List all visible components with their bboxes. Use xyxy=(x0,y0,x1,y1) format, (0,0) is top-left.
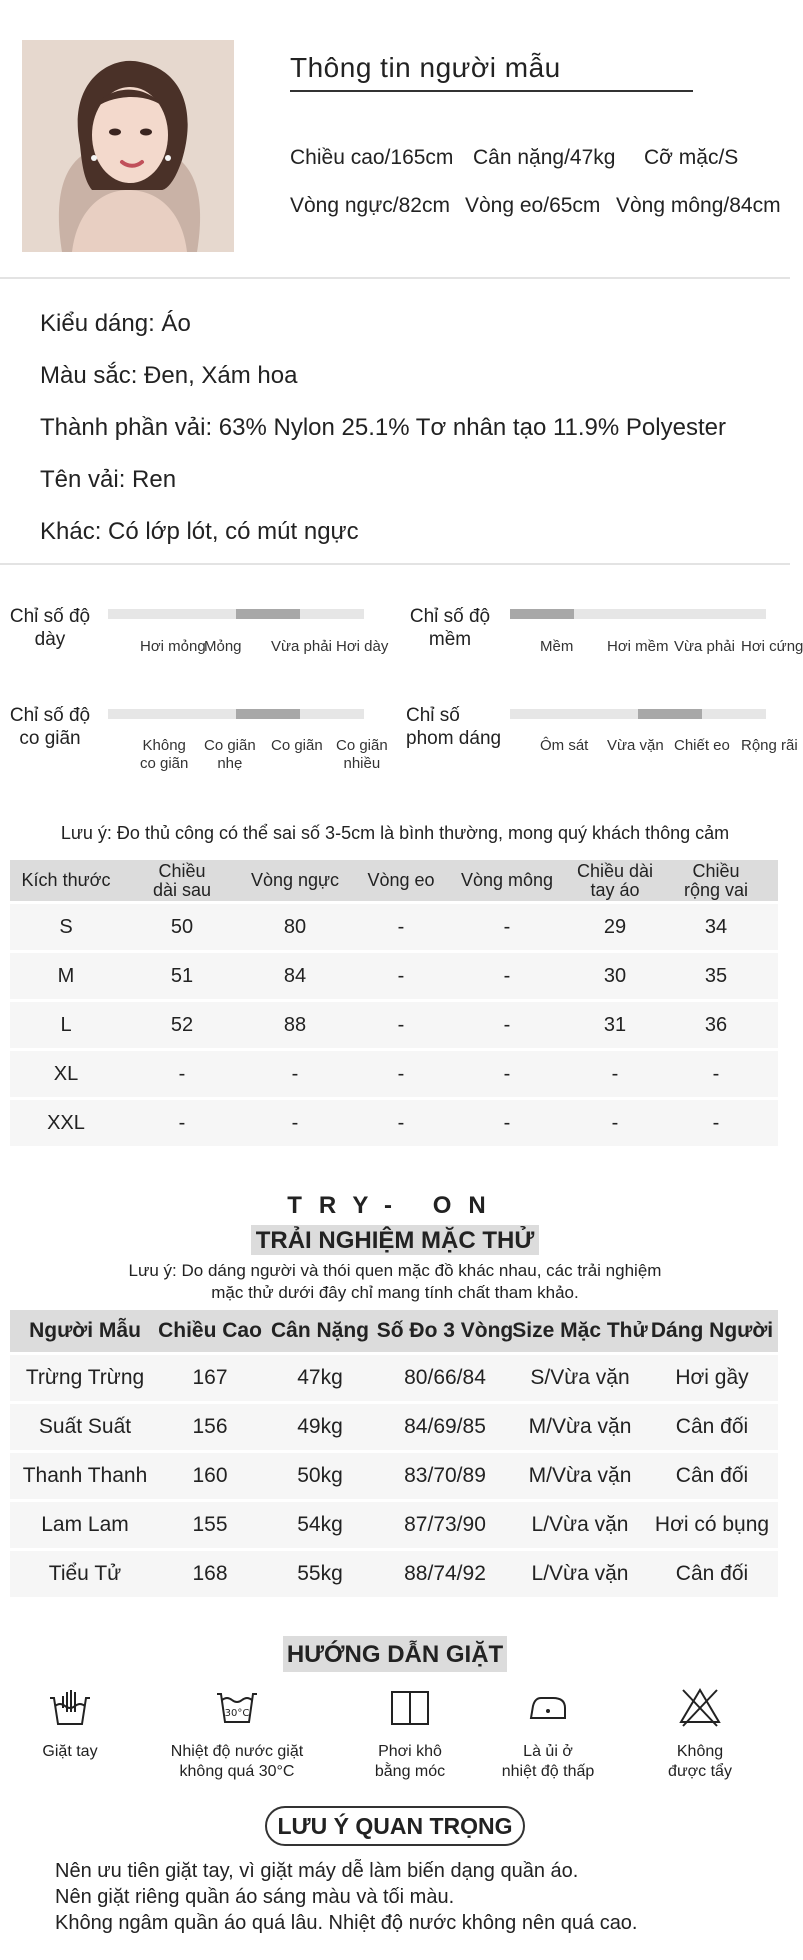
tryon-table-row xyxy=(10,1551,778,1597)
size-table-cell: - xyxy=(397,965,405,987)
tryon-table-cell: 88/74/92 xyxy=(404,1562,486,1585)
tryon-header-cell: Chiều Cao xyxy=(158,1319,262,1342)
product-composition: Thành phần vải: 63% Nylon 25.1% Tơ nhân tạo 11.9% Polyester xyxy=(40,414,726,441)
model-height: Chiều cao/165cm xyxy=(290,146,454,169)
label-line: Chỉ số độ xyxy=(409,606,491,627)
note-line: mặc thử dưới đây chỉ mang tính chất tham khảo. xyxy=(211,1283,579,1302)
tryon-note xyxy=(0,1260,790,1304)
model-photo xyxy=(22,40,234,252)
hand-wash-icon xyxy=(45,1682,95,1732)
tryon-table-header xyxy=(10,1310,778,1352)
fit-option: Rộng rãi xyxy=(741,737,798,754)
label-line: co giãn xyxy=(19,728,81,749)
label-line: không quá 30°C xyxy=(179,1763,295,1780)
header-line: Vòng mông xyxy=(460,870,554,890)
label-line: Là ủi ở xyxy=(523,1743,573,1760)
size-table-cell: 34 xyxy=(704,916,728,938)
option-line: Co giãn xyxy=(271,737,323,754)
option-line: nhẹ xyxy=(217,755,243,772)
size-table-header xyxy=(10,860,778,901)
size-table-cell: 29 xyxy=(603,916,627,938)
tryon-table-row xyxy=(10,1453,778,1499)
tryon-table-cell: L/Vừa vặn xyxy=(531,1562,629,1585)
tryon-table-cell: 160 xyxy=(192,1464,228,1487)
label-line: mềm xyxy=(428,629,472,650)
tryon-heading: TRY- ON xyxy=(287,1192,503,1219)
tryon-table-cell: 47kg xyxy=(297,1366,343,1389)
size-table-cell: 35 xyxy=(704,965,728,987)
tryon-table-cell: Lam Lam xyxy=(41,1513,129,1536)
label-line: Nhiệt độ nước giặt xyxy=(170,1743,304,1760)
label-line: Chỉ số độ xyxy=(9,705,91,726)
size-table-row xyxy=(10,1002,778,1048)
tryon-header-cell: Người Mẫu xyxy=(29,1319,141,1342)
tryon-table-cell: 156 xyxy=(192,1415,228,1438)
size-table-cell: 52 xyxy=(170,1014,194,1036)
tryon-title: TRẢI NGHIỆM MẶC THỬ xyxy=(255,1227,535,1254)
wash-label-iron xyxy=(502,1742,595,1782)
size-table-cell: - xyxy=(503,916,511,938)
product-color: Màu sắc: Đen, Xám hoa xyxy=(40,362,298,389)
tryon-table-cell: Hơi có bụng xyxy=(654,1513,770,1536)
size-table-cell: S xyxy=(59,916,73,938)
model-waist: Vòng eo/65cm xyxy=(465,194,601,217)
header-line: Chiều dài xyxy=(576,861,654,881)
tryon-header-cell: Dáng Người xyxy=(650,1319,774,1342)
tryon-table-row xyxy=(10,1355,778,1401)
size-table-cell: L xyxy=(60,1014,72,1036)
label-line: Chỉ số độ xyxy=(9,606,91,627)
stretch-index-fill xyxy=(236,709,300,719)
label-line: bằng móc xyxy=(374,1763,446,1780)
size-table-row xyxy=(10,904,778,950)
size-table-cell: - xyxy=(397,916,405,938)
size-table-cell: - xyxy=(397,1112,405,1134)
softness-index-fill xyxy=(510,609,574,619)
model-weight: Cân nặng/47kg xyxy=(473,146,616,169)
wash-label-temp xyxy=(171,1742,303,1782)
header-line: Kích thước xyxy=(21,870,111,890)
title-underline xyxy=(290,90,693,92)
important-line: Nên ưu tiên giặt tay, vì giặt máy dễ làm biến dạng quần áo. xyxy=(55,1860,579,1882)
model-bust: Vòng ngực/82cm xyxy=(290,194,450,217)
size-header-cell xyxy=(153,862,211,900)
size-header-cell xyxy=(577,862,653,900)
size-table-row xyxy=(10,1051,778,1097)
label-line: được tẩy xyxy=(668,1763,732,1780)
section-divider xyxy=(0,277,790,279)
wash-label-hang xyxy=(375,1742,445,1782)
size-table-cell: - xyxy=(291,1112,299,1134)
tryon-table-cell: 54kg xyxy=(297,1513,343,1536)
thickness-option: Hơi dày xyxy=(336,638,389,655)
tryon-table-cell: Cân đối xyxy=(675,1464,749,1487)
size-table-cell: - xyxy=(291,1063,299,1085)
section-divider xyxy=(0,563,790,565)
label-line: dày xyxy=(34,629,66,650)
size-table-cell: - xyxy=(712,1063,720,1085)
wash-30c-text: 30°C xyxy=(224,1708,250,1719)
size-table-cell: - xyxy=(503,1014,511,1036)
thickness-option: Mỏng xyxy=(204,638,242,655)
size-table-cell: 84 xyxy=(283,965,307,987)
tryon-table-cell: Tiểu Tử xyxy=(48,1562,122,1585)
size-table-cell: - xyxy=(611,1063,619,1085)
size-table-cell: 88 xyxy=(283,1014,307,1036)
size-header-cell xyxy=(684,862,748,900)
wash-label-hand xyxy=(42,1742,97,1762)
tryon-table-row xyxy=(10,1404,778,1450)
softness-index-bar xyxy=(510,609,766,619)
option-line: Co giãn xyxy=(204,737,256,754)
label-line: phom dáng xyxy=(406,728,502,749)
tryon-header-cell: Size Mặc Thử xyxy=(512,1319,648,1342)
tryon-table-cell: 84/69/85 xyxy=(404,1415,486,1438)
tryon-table-cell: 80/66/84 xyxy=(404,1366,486,1389)
tryon-header-cell: Số Đo 3 Vòng xyxy=(376,1319,514,1342)
tryon-table-cell: 50kg xyxy=(297,1464,343,1487)
stretch-option xyxy=(271,737,323,755)
softness-option: Hơi cứng xyxy=(741,638,803,655)
stretch-option xyxy=(336,737,388,773)
size-table-cell: - xyxy=(178,1063,186,1085)
tryon-table-cell: 155 xyxy=(192,1513,228,1536)
stretch-index-bar xyxy=(108,709,364,719)
tryon-table-cell: 49kg xyxy=(297,1415,343,1438)
option-line: Không xyxy=(142,737,186,754)
note-line: Lưu ý: Do dáng người và thói quen mặc đồ khác nhau, các trải nghiệm xyxy=(128,1261,662,1280)
size-table-cell: - xyxy=(503,965,511,987)
tryon-table-cell: Trừng Trừng xyxy=(25,1366,145,1389)
header-line: Chiều xyxy=(692,861,740,881)
header-line: tay áo xyxy=(590,880,640,900)
size-table-cell: XL xyxy=(53,1063,79,1085)
iron-low-icon xyxy=(523,1682,573,1732)
thickness-index-bar xyxy=(108,609,364,619)
tryon-table-cell: Suất Suất xyxy=(38,1415,132,1438)
softness-option: Mềm xyxy=(540,638,574,655)
tryon-table-cell: S/Vừa vặn xyxy=(530,1366,630,1389)
wash-label-bleach xyxy=(668,1742,732,1782)
size-table-cell: 30 xyxy=(603,965,627,987)
tryon-table-row xyxy=(10,1502,778,1548)
size-header-cell xyxy=(22,871,111,890)
header-line: Vòng ngực xyxy=(250,870,340,890)
size-table-cell: 31 xyxy=(603,1014,627,1036)
tryon-table-cell: M/Vừa vặn xyxy=(528,1415,632,1438)
label-line: nhiệt độ thấp xyxy=(501,1763,595,1780)
fit-index-label xyxy=(406,704,516,750)
tryon-table-cell: Cân đối xyxy=(675,1415,749,1438)
model-avatar xyxy=(22,40,234,252)
stretch-index-label xyxy=(6,704,94,750)
size-table-cell: M xyxy=(57,965,75,987)
option-line: co giãn xyxy=(140,755,189,772)
label-line: Chỉ số xyxy=(406,705,460,726)
tryon-table-cell: 83/70/89 xyxy=(404,1464,486,1487)
fit-option: Chiết eo xyxy=(674,737,730,754)
fit-index-bar xyxy=(510,709,766,719)
header-line: rộng vai xyxy=(683,880,749,900)
size-table-cell: 80 xyxy=(283,916,307,938)
tryon-table-cell: M/Vừa vặn xyxy=(528,1464,632,1487)
size-table-cell: - xyxy=(397,1063,405,1085)
size-table-row xyxy=(10,953,778,999)
size-table-cell: 36 xyxy=(704,1014,728,1036)
softness-option: Vừa phải xyxy=(674,638,735,655)
model-size: Cỡ mặc/S xyxy=(644,146,739,169)
size-table-cell: - xyxy=(397,1014,405,1036)
hang-dry-icon xyxy=(385,1682,435,1732)
washing-title: HƯỚNG DẪN GIẶT xyxy=(286,1641,504,1668)
softness-option: Hơi mềm xyxy=(607,638,669,655)
fit-option: Vừa vặn xyxy=(607,737,664,754)
thickness-index-fill xyxy=(236,609,300,619)
stretch-option xyxy=(204,737,256,773)
thickness-option: Vừa phải xyxy=(271,638,332,655)
no-dry-clean-icon xyxy=(675,1682,725,1732)
tryon-table-cell: 167 xyxy=(192,1366,228,1389)
important-title: LƯU Ý QUAN TRỌNG xyxy=(265,1806,525,1846)
product-style: Kiểu dáng: Áo xyxy=(40,310,191,337)
stretch-option xyxy=(140,737,188,773)
softness-index-label xyxy=(406,605,494,651)
thickness-option: Hơi mỏng xyxy=(140,638,206,655)
fit-index-fill xyxy=(638,709,702,719)
tryon-table-cell: Hơi gầy xyxy=(675,1366,749,1389)
important-line: Không ngâm quần áo quá lâu. Nhiệt độ nước không nên quá cao. xyxy=(55,1912,638,1934)
size-table-cell: - xyxy=(712,1112,720,1134)
label-line: Không xyxy=(676,1743,724,1760)
fit-option: Ôm sát xyxy=(540,737,589,754)
label-line: Phơi khô xyxy=(378,1743,442,1760)
size-header-cell xyxy=(251,871,339,890)
wash-30c-icon xyxy=(212,1682,262,1732)
header-line: dài sau xyxy=(152,880,212,900)
header-line: Vòng eo xyxy=(367,870,435,890)
size-table-cell: - xyxy=(611,1112,619,1134)
header-line: Chiều xyxy=(158,861,206,881)
product-fabric: Tên vải: Ren xyxy=(40,466,177,493)
size-header-cell xyxy=(461,871,553,890)
size-table-cell: XXL xyxy=(47,1112,85,1134)
tryon-table-cell: 55kg xyxy=(297,1562,343,1585)
size-table-cell: 50 xyxy=(170,916,194,938)
product-other: Khác: Có lớp lót, có mút ngực xyxy=(40,518,359,545)
important-line: Nên giặt riêng quần áo sáng màu và tối màu. xyxy=(55,1886,455,1908)
label-line: Giặt tay xyxy=(42,1743,98,1760)
tryon-table-cell: 87/73/90 xyxy=(404,1513,486,1536)
size-table-cell: - xyxy=(503,1112,511,1134)
tryon-table-cell: Cân đối xyxy=(675,1562,749,1585)
size-table-cell: - xyxy=(178,1112,186,1134)
option-line: Co giãn xyxy=(336,737,388,754)
tryon-table-cell: 168 xyxy=(192,1562,228,1585)
model-info-title: Thông tin người mẫu xyxy=(290,52,561,83)
size-table-row xyxy=(10,1100,778,1146)
tryon-table-cell: Thanh Thanh xyxy=(22,1464,148,1487)
model-hip: Vòng mông/84cm xyxy=(616,194,781,217)
size-header-cell xyxy=(367,871,434,890)
tryon-header-cell: Cân Nặng xyxy=(270,1319,370,1342)
thickness-index-label xyxy=(6,605,94,651)
tryon-table-cell: L/Vừa vặn xyxy=(531,1513,629,1536)
size-table-cell: - xyxy=(503,1063,511,1085)
measurement-note: Lưu ý: Đo thủ công có thể sai số 3-5cm là bình thường, mong quý khách thông cảm xyxy=(60,823,730,843)
option-line: nhiều xyxy=(343,755,381,772)
size-table-cell: 51 xyxy=(170,965,194,987)
